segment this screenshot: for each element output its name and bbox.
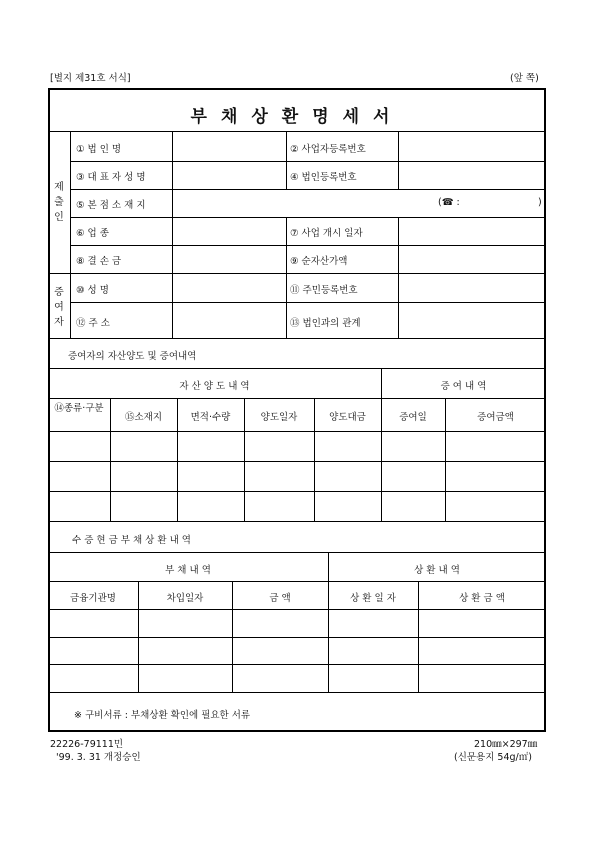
- net-assets-field[interactable]: [399, 246, 548, 274]
- donor-label: 증여자: [54, 287, 64, 328]
- phone-close: ): [538, 197, 542, 208]
- required-docs-note: ※ 구비서류 : 부채상환 확인에 필요한 서류: [74, 710, 251, 721]
- relation-field[interactable]: [399, 303, 548, 339]
- submitter-label: 제출인: [54, 182, 64, 223]
- donor-name-field[interactable]: [173, 274, 289, 303]
- repayment-row[interactable]: [50, 638, 548, 665]
- corp-name-label: ① 법 인 명: [76, 144, 122, 155]
- col-location: ⑮소재지: [124, 412, 163, 423]
- rep-name-field[interactable]: [173, 162, 289, 190]
- donor-address-field[interactable]: [173, 303, 289, 339]
- resident-no-field[interactable]: [399, 274, 548, 303]
- start-date-label: ⑦ 사업 개시 일자: [290, 228, 363, 239]
- paper-size: 210㎜×297㎜: [474, 739, 538, 750]
- start-date-field[interactable]: [399, 218, 548, 246]
- industry-field[interactable]: [173, 218, 289, 246]
- corp-reg-no-label: ④ 법인등록번호: [290, 172, 357, 183]
- donor-name-label: ⑩ 성 명: [76, 285, 109, 296]
- col-repay-date: 상 환 일 자: [350, 593, 396, 604]
- donation-group: 증 여 내 역: [440, 381, 487, 392]
- corp-reg-no-field[interactable]: [399, 162, 548, 190]
- col-amount: 금 액: [269, 593, 291, 604]
- form-number: [별지 제31호 서식]: [50, 73, 131, 84]
- repayment-group: 상 환 내 역: [414, 565, 460, 576]
- donor-address-label: ⑫ 주 소: [76, 318, 110, 329]
- deficit-label: ⑧ 결 손 금: [76, 256, 122, 267]
- divider: [48, 581, 546, 582]
- rep-name-label: ③ 대 표 자 성 명: [76, 172, 146, 183]
- repayment-row[interactable]: [50, 610, 548, 638]
- col-donation-date: 증여일: [399, 412, 427, 423]
- resident-no-label: ⑪ 주민등록번호: [290, 285, 358, 296]
- col-area-qty: 면적·수량: [190, 412, 231, 423]
- asset-transfer-group: 자 산 양 도 내 역: [179, 381, 250, 392]
- biz-reg-no-label: ② 사업자등록번호: [290, 144, 366, 155]
- col-institution: 금융기관명: [70, 593, 116, 604]
- hq-address-label: ⑤ 본 점 소 재 지: [76, 200, 146, 211]
- divider: [48, 398, 546, 399]
- approval-date: '99. 3. 31 개정승인: [56, 752, 141, 763]
- divider: [70, 131, 71, 338]
- transfer-row[interactable]: [50, 462, 548, 492]
- col-borrow-date: 차입일자: [166, 593, 204, 604]
- biz-reg-no-field[interactable]: [399, 132, 548, 162]
- debt-group: 부 채 내 역: [165, 565, 211, 576]
- repayment-section-title: 수 증 현 금 부 채 상 환 내 역: [72, 535, 191, 546]
- col-kind: ⑭종류·구분: [54, 403, 104, 414]
- industry-label: ⑥ 업 종: [76, 228, 109, 239]
- paper-type: (신문용지 54g/㎡): [454, 752, 532, 763]
- deficit-field[interactable]: [173, 246, 289, 274]
- page-side: (앞 쪽): [510, 73, 539, 84]
- transfer-row[interactable]: [50, 432, 548, 462]
- transfer-section-title: 증여자의 자산양도 및 증여내역: [68, 351, 197, 362]
- col-donation-amount: 증여금액: [477, 412, 514, 423]
- net-assets-label: ⑨ 순자산가액: [290, 256, 348, 267]
- hq-address-field[interactable]: [173, 190, 437, 218]
- col-repay-amount: 상 환 금 액: [459, 593, 505, 604]
- col-transfer-date: 양도일자: [260, 412, 298, 423]
- repayment-row[interactable]: [50, 665, 548, 693]
- form-code: 22226-79111민: [50, 739, 124, 750]
- divider: [48, 552, 546, 553]
- form-title: 부채상환명세서: [190, 107, 404, 127]
- transfer-row[interactable]: [50, 492, 548, 522]
- relation-label: ⑬ 법인과의 관계: [290, 318, 361, 329]
- corp-name-field[interactable]: [173, 132, 289, 162]
- phone-label: (☎ :: [438, 197, 460, 208]
- col-transfer-price: 양도대금: [329, 412, 366, 423]
- divider: [48, 368, 546, 369]
